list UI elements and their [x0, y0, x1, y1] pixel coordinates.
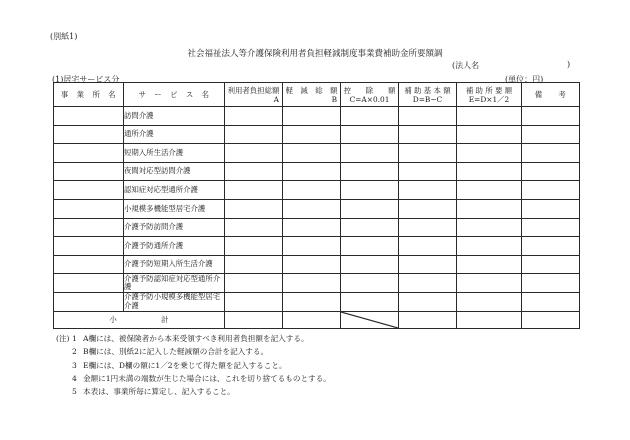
amount-a-cell[interactable] [225, 162, 283, 181]
amount-c-cell[interactable] [341, 107, 399, 126]
subtotal-remarks-cell[interactable] [522, 311, 580, 328]
amount-b-cell[interactable] [283, 125, 341, 144]
subtotal-row [54, 311, 580, 328]
table-row [54, 125, 580, 144]
amount-b-cell[interactable] [283, 237, 341, 256]
corporation-name-label: (法人名 [452, 61, 480, 70]
amount-b-cell[interactable] [283, 107, 341, 126]
unit-label: (単位：円) [505, 75, 544, 84]
note-number: 4 [72, 373, 77, 383]
section-label: (1)居宅サービス分 [52, 75, 120, 84]
amount-e-cell[interactable] [457, 181, 522, 200]
header-col-c [341, 83, 399, 107]
amount-a-cell[interactable] [225, 292, 283, 311]
service-name-cell: 夜間対応型訪問介護 [124, 162, 225, 181]
annex-label: (別紙1) [50, 32, 78, 41]
amount-b-cell[interactable] [283, 274, 341, 293]
note-number: 3 [72, 360, 77, 370]
header-office-name: 事 業 所 名 [54, 83, 124, 107]
header-col-e [457, 83, 522, 107]
service-name-cell: 短期入所生活介護 [124, 144, 225, 163]
table-row [54, 199, 580, 218]
amount-c-cell[interactable] [341, 144, 399, 163]
service-name-cell: 介護予防訪問介護 [124, 218, 225, 237]
header-remarks: 備 考 [522, 83, 580, 107]
amount-c-cell[interactable] [341, 255, 399, 274]
amount-b-cell[interactable] [283, 199, 341, 218]
note-text: 本表は、事業所毎に算定し、記入すること。 [83, 387, 235, 397]
note-text: B欄には、別紙2に記入した軽減額の合計を記入する。 [83, 347, 269, 357]
office-name-cell[interactable] [54, 181, 124, 200]
amount-d-cell[interactable] [399, 292, 457, 311]
header-col-d [399, 83, 457, 107]
header-col-d-formula: D=B−C [412, 94, 443, 104]
remarks-cell[interactable] [522, 255, 580, 274]
amount-e-cell[interactable] [457, 162, 522, 181]
amount-d-cell[interactable] [399, 274, 457, 293]
service-name-cell: 訪問介護 [124, 107, 225, 126]
amount-a-cell[interactable] [225, 218, 283, 237]
service-name-cell: 介護予防短期入所生活介護 [124, 255, 225, 274]
remarks-cell[interactable] [522, 292, 580, 311]
service-name-cell: 介護予防認知症対応型通所介護 [124, 274, 225, 293]
corporation-name-close: ) [567, 60, 571, 69]
service-name-cell: 小規模多機能型居宅介護 [124, 199, 225, 218]
header-col-b-label: 軽 減 総 額 [285, 85, 338, 95]
amount-e-cell[interactable] [457, 237, 522, 256]
header-col-d-label: 補 助 基 本 額 [404, 85, 451, 95]
header-service-name: サ ー ビ ス 名 [124, 83, 225, 107]
amount-a-cell[interactable] [225, 199, 283, 218]
office-name-cell[interactable] [54, 199, 124, 218]
note-text: E欄には、D欄の額に1／2を乗じて得た額を記入すること。 [83, 360, 287, 370]
table-row [54, 255, 580, 274]
note-number: 5 [72, 387, 77, 397]
amount-c-cell[interactable] [341, 199, 399, 218]
table-row [54, 218, 580, 237]
amount-e-cell[interactable] [457, 107, 522, 126]
service-name-cell: 介護予防通所介護 [124, 237, 225, 256]
amount-d-cell[interactable] [399, 162, 457, 181]
amount-a-cell[interactable] [225, 107, 283, 126]
table-row [54, 292, 580, 311]
remarks-cell[interactable] [522, 107, 580, 126]
amount-d-cell[interactable] [399, 125, 457, 144]
table-row [54, 181, 580, 200]
amount-d-cell[interactable] [399, 255, 457, 274]
header-col-a-label: 利用者負担総額 [227, 85, 280, 95]
subtotal-b-cell[interactable] [283, 311, 341, 328]
remarks-cell[interactable] [522, 199, 580, 218]
amount-c-cell[interactable] [341, 181, 399, 200]
amount-e-cell[interactable] [457, 199, 522, 218]
amount-a-cell[interactable] [225, 274, 283, 293]
amount-c-cell[interactable] [341, 274, 399, 293]
note-text: 金額に1円未満の端数が生じた場合には、これを切り捨てるものとする。 [83, 373, 331, 383]
amount-c-cell[interactable] [341, 292, 399, 311]
amount-d-cell[interactable] [399, 181, 457, 200]
note-text: A欄には、被保険者から本来受領すべき利用者負担額を記入する。 [83, 334, 309, 343]
amount-c-cell[interactable] [341, 162, 399, 181]
amount-b-cell[interactable] [283, 181, 341, 200]
subtotal-e-cell[interactable] [457, 311, 522, 328]
subtotal-a-cell[interactable] [225, 311, 283, 328]
amount-d-cell[interactable] [399, 144, 457, 163]
amount-c-cell[interactable] [341, 125, 399, 144]
amount-e-cell[interactable] [457, 144, 522, 163]
remarks-cell[interactable] [522, 144, 580, 163]
remarks-cell[interactable] [522, 125, 580, 144]
amount-a-cell[interactable] [225, 237, 283, 256]
amount-a-cell[interactable] [225, 144, 283, 163]
table-row [54, 107, 580, 126]
header-col-b-formula: B [331, 94, 337, 104]
amount-b-cell[interactable] [283, 162, 341, 181]
remarks-cell[interactable] [522, 181, 580, 200]
remarks-cell[interactable] [522, 162, 580, 181]
header-col-c-label: 控 除 額 [343, 85, 396, 95]
note-number: 2 [72, 347, 77, 357]
amount-a-cell[interactable] [225, 181, 283, 200]
office-name-cell[interactable] [54, 144, 124, 163]
subtotal-d-cell[interactable] [399, 311, 457, 328]
amount-d-cell[interactable] [399, 237, 457, 256]
remarks-cell[interactable] [522, 237, 580, 256]
office-name-cell[interactable] [54, 292, 124, 311]
subsidy-table [53, 82, 580, 329]
amount-e-cell[interactable] [457, 218, 522, 237]
amount-e-cell[interactable] [457, 255, 522, 274]
amount-b-cell[interactable] [283, 255, 341, 274]
office-name-cell[interactable] [54, 162, 124, 181]
header-col-b [283, 83, 341, 107]
office-name-cell[interactable] [54, 255, 124, 274]
note-number: 1 [72, 334, 77, 343]
amount-d-cell[interactable] [399, 218, 457, 237]
document-title: 社会福祉法人等介護保険利用者負担軽減制度事業費補助金所要額調 [187, 49, 443, 59]
table-row [54, 274, 580, 293]
table-row [54, 237, 580, 256]
office-name-cell[interactable] [54, 218, 124, 237]
amount-c-cell[interactable] [341, 237, 399, 256]
amount-d-cell[interactable] [399, 107, 457, 126]
header-col-e-label: 補 助 所 要 額 [465, 85, 513, 95]
amount-c-cell[interactable] [341, 218, 399, 237]
amount-b-cell[interactable] [283, 144, 341, 163]
amount-a-cell[interactable] [225, 255, 283, 274]
header-col-a-formula: A [273, 94, 279, 104]
table-row [54, 144, 580, 163]
remarks-cell[interactable] [522, 274, 580, 293]
amount-b-cell[interactable] [283, 292, 341, 311]
table-row [54, 162, 580, 181]
service-name-cell: 通所介護 [124, 125, 225, 144]
notes-prefix: (注) [56, 334, 70, 343]
diagonal-strike-line [341, 312, 398, 328]
amount-b-cell[interactable] [283, 218, 341, 237]
amount-d-cell[interactable] [399, 199, 457, 218]
service-name-cell: 介護予防小規模多機能型居宅介護 [124, 292, 225, 311]
subtotal-label: 小 計 [54, 311, 225, 328]
subtotal-c-crossed-cell [341, 311, 399, 328]
office-name-cell[interactable] [54, 125, 124, 144]
office-name-cell[interactable] [54, 237, 124, 256]
header-col-c-formula: C=A×0.01 [349, 94, 390, 104]
header-col-e-formula: E=D×1／2 [468, 94, 510, 104]
remarks-cell[interactable] [522, 218, 580, 237]
service-name-cell: 認知症対応型通所介護 [124, 181, 225, 200]
office-name-cell[interactable] [54, 274, 124, 293]
amount-e-cell[interactable] [457, 125, 522, 144]
amount-a-cell[interactable] [225, 125, 283, 144]
amount-e-cell[interactable] [457, 274, 522, 293]
office-name-cell[interactable] [54, 107, 124, 126]
amount-e-cell[interactable] [457, 292, 522, 311]
header-row [54, 83, 580, 107]
header-col-a [225, 83, 283, 107]
